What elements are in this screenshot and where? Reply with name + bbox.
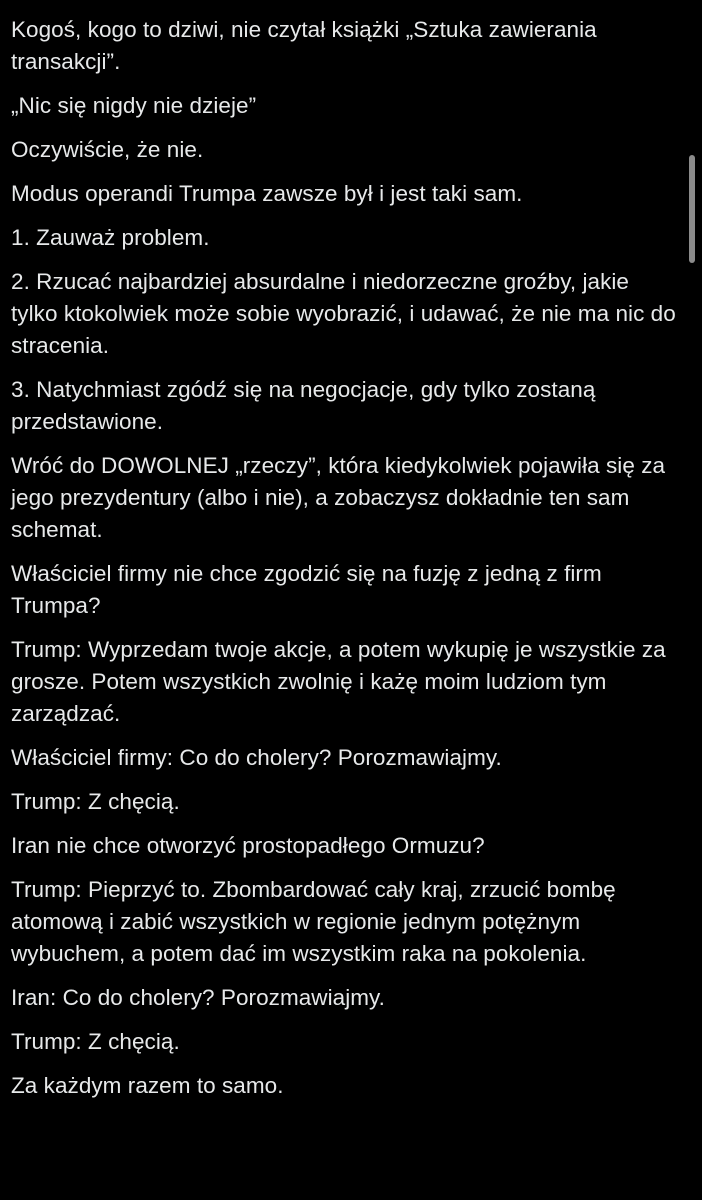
post-paragraph: Trump: Z chęcią. xyxy=(11,1029,180,1054)
post-paragraph: Trump: Pieprzyć to. Zbombardować cały kraj, zrzucić bombę atomową i zabić wszystkich w regionie jednym potężnym wybuchem, a potem dać im wszystkim raka na pokolenia. xyxy=(11,877,616,966)
post-paragraph: Za każdym razem to samo. xyxy=(11,1073,284,1098)
post-paragraph: Iran: Co do cholery? Porozmawiajmy. xyxy=(11,985,385,1010)
post-paragraph: Właściciel firmy nie chce zgodzić się na fuzję z jedną z firm Trumpa? xyxy=(11,561,602,618)
post-paragraph: 3. Natychmiast zgódź się na negocjacje, gdy tylko zostaną przedstawione. xyxy=(11,377,596,434)
post-paragraph: Kogoś, kogo to dziwi, nie czytał książki „Sztuka zawierania transakcji”. xyxy=(11,17,597,74)
scrollbar-thumb[interactable] xyxy=(689,155,695,263)
post-paragraph: Trump: Wyprzedam twoje akcje, a potem wykupię je wszystkie za grosze. Potem wszystkich zwolnię i każę moim ludziom tym zarządzać. xyxy=(11,637,666,726)
post-paragraph: „Nic się nigdy nie dzieje” xyxy=(11,93,257,118)
post-paragraph: Iran nie chce otworzyć prostopadłego Ormuzu? xyxy=(11,833,485,858)
post-paragraph: Modus operandi Trumpa zawsze był i jest taki sam. xyxy=(11,181,523,206)
post-paragraph: 2. Rzucać najbardziej absurdalne i niedorzeczne groźby, jakie tylko ktokolwiek może sobie wyobrazić, i udawać, że nie ma nic do stracenia. xyxy=(11,269,676,358)
post-paragraph: Właściciel firmy: Co do cholery? Porozmawiajmy. xyxy=(11,745,502,770)
post-paragraph: Wróć do DOWOLNEJ „rzeczy”, która kiedykolwiek pojawiła się za jego prezydentury (albo i nie), a zobaczysz dokładnie ten sam schemat. xyxy=(11,453,666,542)
post-paragraph: 1. Zauważ problem. xyxy=(11,225,210,250)
post-paragraph: Oczywiście, że nie. xyxy=(11,137,204,162)
post-text xyxy=(11,14,677,1114)
post-paragraph: Trump: Z chęcią. xyxy=(11,789,180,814)
